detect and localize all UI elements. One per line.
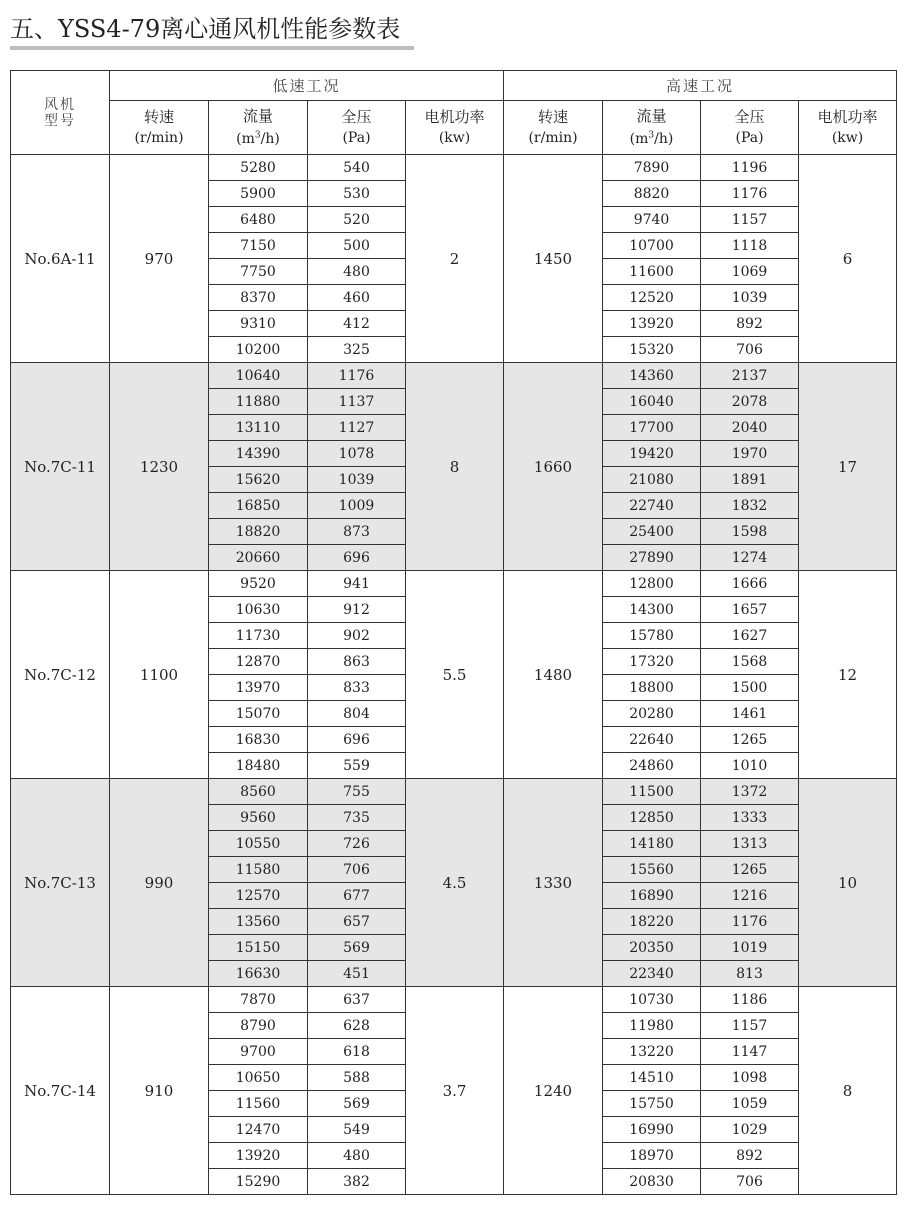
low-pressure-cell: 696 (308, 545, 406, 571)
high-pressure-cell: 1313 (701, 831, 799, 857)
header-flow-label: 流量 (242, 106, 273, 125)
low-power-cell: 2 (406, 155, 504, 363)
title-underline (10, 46, 414, 50)
low-flow-cell: 10630 (209, 597, 308, 623)
low-speed-cell: 1230 (110, 363, 209, 571)
low-pressure-cell: 873 (308, 519, 406, 545)
low-flow-cell: 5280 (209, 155, 308, 181)
low-pressure-cell: 559 (308, 753, 406, 779)
low-flow-cell: 11580 (209, 857, 308, 883)
low-pressure-cell: 1137 (308, 389, 406, 415)
high-flow-cell: 20280 (603, 701, 701, 727)
table-row (11, 571, 897, 597)
header-model (11, 71, 110, 155)
low-pressure-cell: 1078 (308, 441, 406, 467)
table-row (11, 155, 897, 181)
high-flow-cell: 14300 (603, 597, 701, 623)
header-low-speed (110, 101, 209, 155)
header-power-label: 电机功率 (424, 108, 485, 126)
low-pressure-cell: 912 (308, 597, 406, 623)
high-flow-cell: 13220 (603, 1039, 701, 1065)
model-cell: No.7C-12 (11, 571, 110, 779)
high-speed-cell: 1450 (504, 155, 603, 363)
header-speed-unit: (r/min) (134, 130, 184, 146)
low-flow-cell: 12570 (209, 883, 308, 909)
high-pressure-cell: 1098 (701, 1065, 799, 1091)
header-flow-label: 流量 (636, 106, 667, 125)
low-pressure-cell: 726 (308, 831, 406, 857)
model-cell: No.6A-11 (11, 155, 110, 363)
high-pressure-cell: 1019 (701, 935, 799, 961)
high-flow-cell: 22740 (603, 493, 701, 519)
low-flow-cell: 16850 (209, 493, 308, 519)
header-flow-unit-pre: (m (629, 131, 649, 148)
header-pressure-label: 全压 (734, 108, 765, 126)
low-pressure-cell: 1127 (308, 415, 406, 441)
high-pressure-cell: 2078 (701, 389, 799, 415)
high-flow-cell: 16990 (603, 1117, 701, 1143)
high-flow-cell: 27890 (603, 545, 701, 571)
low-flow-cell: 20660 (209, 545, 308, 571)
header-model-label: 风机 型号 (44, 96, 76, 129)
low-flow-cell: 10640 (209, 363, 308, 389)
high-flow-cell: 11500 (603, 779, 701, 805)
low-flow-cell: 12870 (209, 649, 308, 675)
high-pressure-cell: 1059 (701, 1091, 799, 1117)
high-flow-cell: 22640 (603, 727, 701, 753)
high-pressure-cell: 1657 (701, 597, 799, 623)
high-flow-cell: 15320 (603, 337, 701, 363)
low-flow-cell: 7750 (209, 259, 308, 285)
header-power-unit: (kw) (831, 130, 864, 146)
high-flow-cell: 21080 (603, 467, 701, 493)
low-pressure-cell: 941 (308, 571, 406, 597)
table-row (11, 779, 897, 805)
model-cell: No.7C-13 (11, 779, 110, 987)
high-power-cell: 10 (799, 779, 897, 987)
model-cell: No.7C-14 (11, 987, 110, 1195)
header-low-power (406, 101, 504, 155)
low-pressure-cell: 569 (308, 935, 406, 961)
high-pressure-cell: 1157 (701, 1013, 799, 1039)
high-speed-cell: 1330 (504, 779, 603, 987)
high-flow-cell: 15750 (603, 1091, 701, 1117)
high-flow-cell: 20830 (603, 1169, 701, 1195)
low-pressure-cell: 637 (308, 987, 406, 1013)
high-power-cell: 12 (799, 571, 897, 779)
header-low-speed-group: 低速工况 (110, 71, 504, 101)
low-pressure-cell: 735 (308, 805, 406, 831)
high-pressure-cell: 1627 (701, 623, 799, 649)
low-power-cell: 5.5 (406, 571, 504, 779)
high-pressure-cell: 1216 (701, 883, 799, 909)
low-flow-cell: 6480 (209, 207, 308, 233)
high-flow-cell: 17320 (603, 649, 701, 675)
low-pressure-cell: 530 (308, 181, 406, 207)
high-flow-cell: 8820 (603, 181, 701, 207)
low-pressure-cell: 677 (308, 883, 406, 909)
high-flow-cell: 16040 (603, 389, 701, 415)
high-power-cell: 6 (799, 155, 897, 363)
low-flow-cell: 9520 (209, 571, 308, 597)
header-low-flow (209, 101, 308, 155)
header-flow-unit-sup: 3 (648, 130, 655, 141)
high-pressure-cell: 892 (701, 1143, 799, 1169)
low-speed-cell: 990 (110, 779, 209, 987)
low-flow-cell: 10200 (209, 337, 308, 363)
low-flow-cell: 7870 (209, 987, 308, 1013)
high-flow-cell: 14510 (603, 1065, 701, 1091)
low-flow-cell: 11560 (209, 1091, 308, 1117)
high-power-cell: 8 (799, 987, 897, 1195)
low-flow-cell: 15620 (209, 467, 308, 493)
header-pressure-unit: (Pa) (342, 130, 371, 146)
high-pressure-cell: 813 (701, 961, 799, 987)
low-pressure-cell: 520 (308, 207, 406, 233)
low-pressure-cell: 540 (308, 155, 406, 181)
high-speed-cell: 1480 (504, 571, 603, 779)
low-speed-cell: 910 (110, 987, 209, 1195)
high-pressure-cell: 1118 (701, 233, 799, 259)
high-pressure-cell: 706 (701, 337, 799, 363)
high-pressure-cell: 1039 (701, 285, 799, 311)
low-pressure-cell: 1176 (308, 363, 406, 389)
high-flow-cell: 12850 (603, 805, 701, 831)
low-pressure-cell: 325 (308, 337, 406, 363)
low-pressure-cell: 804 (308, 701, 406, 727)
low-flow-cell: 13110 (209, 415, 308, 441)
high-pressure-cell: 1372 (701, 779, 799, 805)
model-cell: No.7C-11 (11, 363, 110, 571)
high-flow-cell: 18800 (603, 675, 701, 701)
high-flow-cell: 11980 (603, 1013, 701, 1039)
high-flow-cell: 17700 (603, 415, 701, 441)
table-row (11, 363, 897, 389)
header-flow-unit-pre: (m (236, 131, 255, 148)
high-pressure-cell: 1265 (701, 727, 799, 753)
header-low-pressure (308, 101, 406, 155)
high-flow-cell: 12520 (603, 285, 701, 311)
high-pressure-cell: 1186 (701, 987, 799, 1013)
header-power-label: 电机功率 (817, 108, 878, 126)
high-flow-cell: 13920 (603, 311, 701, 337)
low-pressure-cell: 696 (308, 727, 406, 753)
high-pressure-cell: 1265 (701, 857, 799, 883)
high-pressure-cell: 1157 (701, 207, 799, 233)
low-flow-cell: 8790 (209, 1013, 308, 1039)
low-flow-cell: 5900 (209, 181, 308, 207)
high-speed-cell: 1240 (504, 987, 603, 1195)
fan-performance-table (10, 70, 897, 1195)
low-pressure-cell: 1009 (308, 493, 406, 519)
table-row (11, 987, 897, 1013)
high-flow-cell: 12800 (603, 571, 701, 597)
low-pressure-cell: 618 (308, 1039, 406, 1065)
high-pressure-cell: 2040 (701, 415, 799, 441)
low-power-cell: 4.5 (406, 779, 504, 987)
low-flow-cell: 8560 (209, 779, 308, 805)
low-power-cell: 8 (406, 363, 504, 571)
high-flow-cell: 24860 (603, 753, 701, 779)
low-pressure-cell: 755 (308, 779, 406, 805)
header-flow-unit-post: /h) (654, 131, 674, 148)
high-pressure-cell: 1069 (701, 259, 799, 285)
high-speed-cell: 1660 (504, 363, 603, 571)
header-pressure-unit: (Pa) (735, 130, 764, 146)
low-pressure-cell: 451 (308, 961, 406, 987)
low-flow-cell: 9560 (209, 805, 308, 831)
low-flow-cell: 10550 (209, 831, 308, 857)
low-flow-cell: 9310 (209, 311, 308, 337)
low-pressure-cell: 902 (308, 623, 406, 649)
high-pressure-cell: 1500 (701, 675, 799, 701)
table-body (11, 155, 897, 1195)
low-flow-cell: 15150 (209, 935, 308, 961)
high-power-cell: 17 (799, 363, 897, 571)
header-flow-unit-post: /h) (260, 131, 280, 148)
page-title: 五、YSS4-79离心通风机性能参数表 (10, 15, 401, 43)
low-flow-cell: 18820 (209, 519, 308, 545)
high-flow-cell: 15780 (603, 623, 701, 649)
low-flow-cell: 11730 (209, 623, 308, 649)
high-pressure-cell: 1176 (701, 181, 799, 207)
high-pressure-cell: 1832 (701, 493, 799, 519)
header-speed-unit: (r/min) (528, 130, 578, 146)
low-flow-cell: 8370 (209, 285, 308, 311)
low-flow-cell: 16630 (209, 961, 308, 987)
high-pressure-cell: 2137 (701, 363, 799, 389)
low-flow-cell: 15290 (209, 1169, 308, 1195)
high-pressure-cell: 1891 (701, 467, 799, 493)
high-pressure-cell: 1196 (701, 155, 799, 181)
header-high-power (799, 101, 897, 155)
high-flow-cell: 15560 (603, 857, 701, 883)
low-flow-cell: 16830 (209, 727, 308, 753)
low-flow-cell: 9700 (209, 1039, 308, 1065)
low-pressure-cell: 833 (308, 675, 406, 701)
header-speed-label: 转速 (538, 108, 569, 126)
high-flow-cell: 18970 (603, 1143, 701, 1169)
header-high-speed (504, 101, 603, 155)
header-pressure-label: 全压 (341, 108, 372, 126)
low-pressure-cell: 863 (308, 649, 406, 675)
high-pressure-cell: 1666 (701, 571, 799, 597)
high-flow-cell: 20350 (603, 935, 701, 961)
low-flow-cell: 18480 (209, 753, 308, 779)
header-power-unit: (kw) (438, 130, 471, 146)
low-pressure-cell: 657 (308, 909, 406, 935)
header-high-speed-group: 高速工况 (504, 71, 897, 101)
high-flow-cell: 14180 (603, 831, 701, 857)
high-pressure-cell: 1029 (701, 1117, 799, 1143)
high-pressure-cell: 706 (701, 1169, 799, 1195)
low-flow-cell: 11880 (209, 389, 308, 415)
high-pressure-cell: 1568 (701, 649, 799, 675)
low-flow-cell: 7150 (209, 233, 308, 259)
high-pressure-cell: 1598 (701, 519, 799, 545)
high-pressure-cell: 892 (701, 311, 799, 337)
high-flow-cell: 14360 (603, 363, 701, 389)
low-pressure-cell: 382 (308, 1169, 406, 1195)
high-flow-cell: 10700 (603, 233, 701, 259)
low-pressure-cell: 460 (308, 285, 406, 311)
low-pressure-cell: 500 (308, 233, 406, 259)
low-flow-cell: 12470 (209, 1117, 308, 1143)
high-pressure-cell: 1010 (701, 753, 799, 779)
high-flow-cell: 18220 (603, 909, 701, 935)
high-pressure-cell: 1274 (701, 545, 799, 571)
low-flow-cell: 10650 (209, 1065, 308, 1091)
high-pressure-cell: 1461 (701, 701, 799, 727)
header-high-flow (603, 101, 701, 155)
header-flow-unit-sup: 3 (254, 130, 261, 141)
low-flow-cell: 14390 (209, 441, 308, 467)
high-pressure-cell: 1176 (701, 909, 799, 935)
header-speed-label: 转速 (143, 108, 174, 126)
high-pressure-cell: 1970 (701, 441, 799, 467)
low-pressure-cell: 628 (308, 1013, 406, 1039)
high-pressure-cell: 1147 (701, 1039, 799, 1065)
high-flow-cell: 19420 (603, 441, 701, 467)
low-speed-cell: 970 (110, 155, 209, 363)
low-pressure-cell: 1039 (308, 467, 406, 493)
low-flow-cell: 13920 (209, 1143, 308, 1169)
low-flow-cell: 15070 (209, 701, 308, 727)
high-flow-cell: 10730 (603, 987, 701, 1013)
high-flow-cell: 25400 (603, 519, 701, 545)
high-flow-cell: 16890 (603, 883, 701, 909)
high-flow-cell: 22340 (603, 961, 701, 987)
header-high-pressure (701, 101, 799, 155)
low-pressure-cell: 588 (308, 1065, 406, 1091)
low-pressure-cell: 480 (308, 259, 406, 285)
low-pressure-cell: 480 (308, 1143, 406, 1169)
high-flow-cell: 11600 (603, 259, 701, 285)
low-pressure-cell: 549 (308, 1117, 406, 1143)
high-flow-cell: 7890 (603, 155, 701, 181)
high-pressure-cell: 1333 (701, 805, 799, 831)
low-pressure-cell: 412 (308, 311, 406, 337)
low-power-cell: 3.7 (406, 987, 504, 1195)
high-flow-cell: 9740 (603, 207, 701, 233)
low-speed-cell: 1100 (110, 571, 209, 779)
low-flow-cell: 13560 (209, 909, 308, 935)
low-flow-cell: 13970 (209, 675, 308, 701)
low-pressure-cell: 569 (308, 1091, 406, 1117)
low-pressure-cell: 706 (308, 857, 406, 883)
